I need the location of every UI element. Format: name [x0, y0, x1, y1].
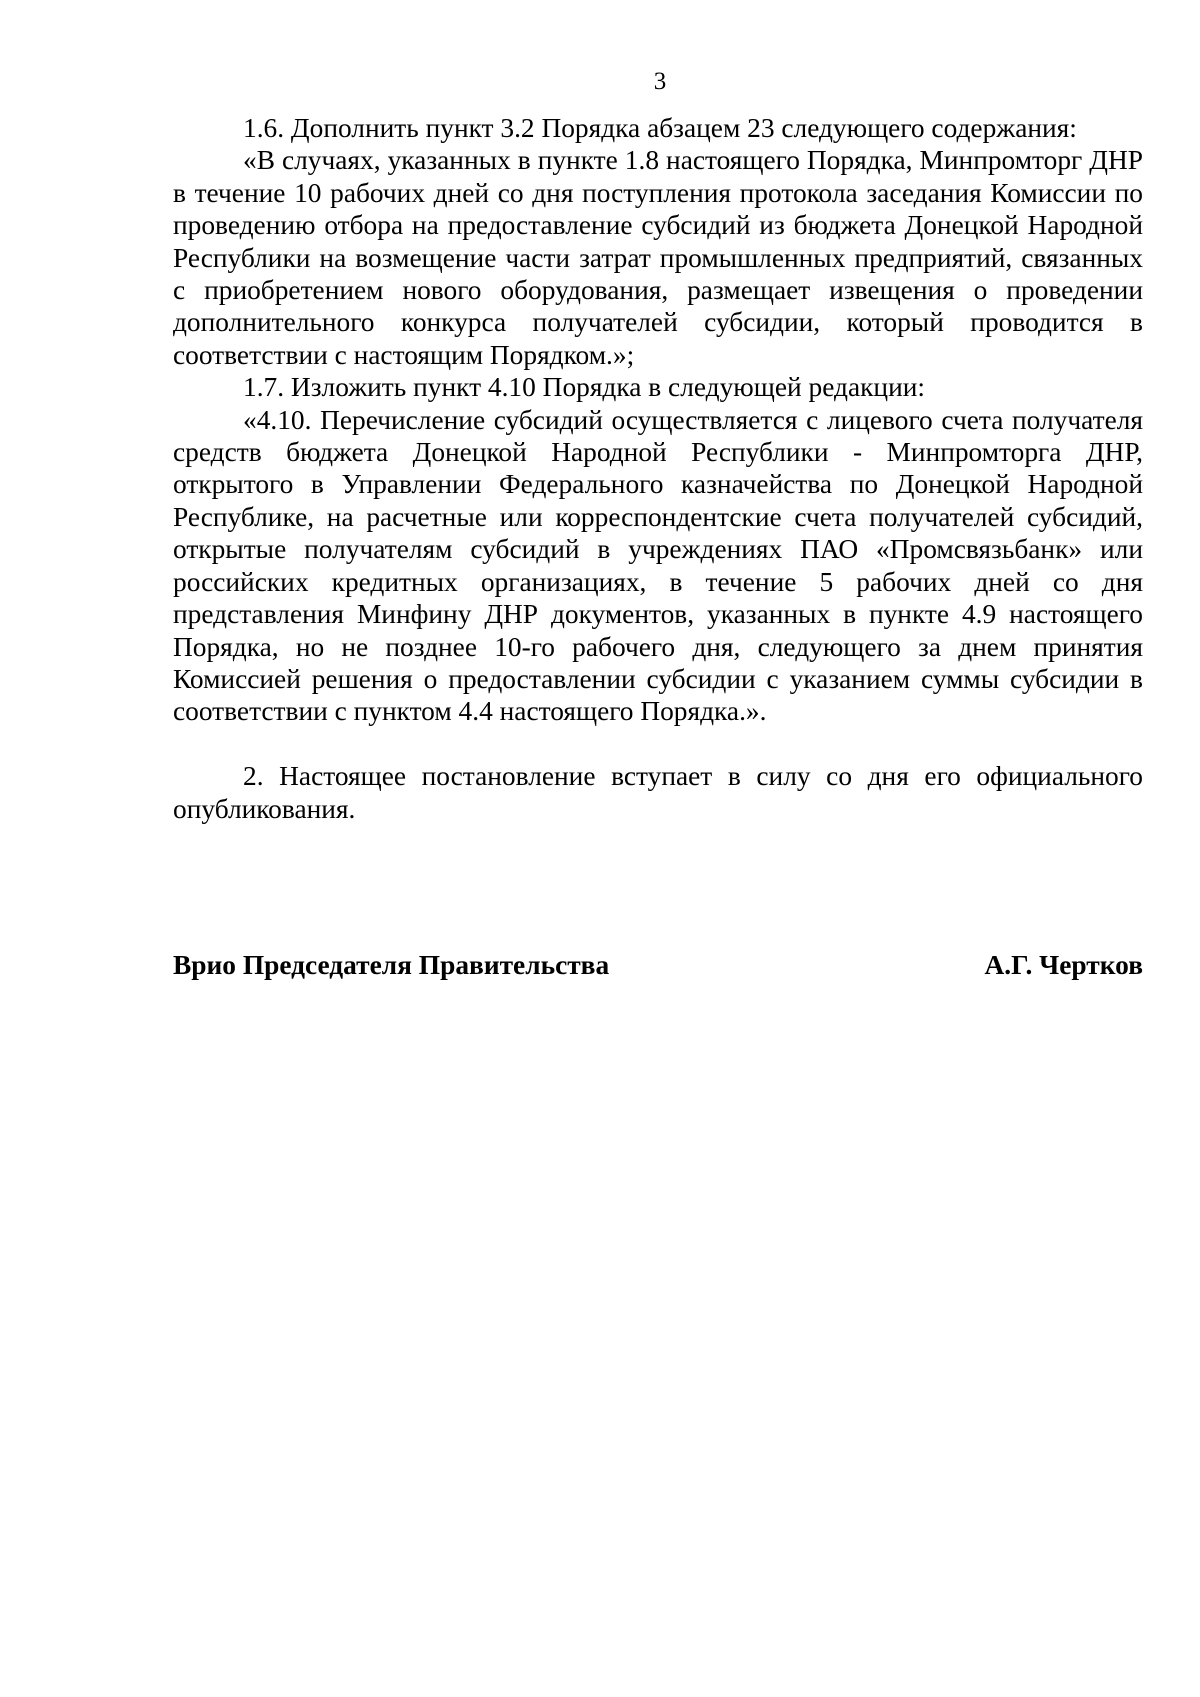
signatory-position: Врио Председателя Правительства — [173, 950, 610, 980]
signature-block — [173, 949, 1143, 981]
signatory-name: А.Г. Чертков — [984, 950, 1143, 980]
paragraph-1-7: 1.7. Изложить пункт 4.10 Порядка в следующей редакции: — [243, 372, 925, 403]
paragraph-1-6: 1.6. Дополнить пункт 3.2 Порядка абзацем 23 следующего содержания: — [243, 113, 1077, 143]
document-body — [173, 112, 1143, 825]
paragraph-2: 2. Настоящее постановление вступает в силу со дня его официального опубликования. — [173, 761, 1143, 824]
paragraph-1-7-quote: «4.10. Перечисление субсидий осуществляется с лицевого счета получателя средств бюджета Донецкой Народной Республики - Минпромторга ДНР, открытого в Управлении Федерального казначейства по Донецкой Народной Республике, на расчетные или корреспондентские счета получателей субсидий, открытые получателям субсидий в учреждениях ПАО «Промсвязьбанк» или российских кредитных организациях, в течение 5 рабочих дней со дня представления Минфину ДНР документов, указанных в пункте 4.9 настоящего Порядка, но не позднее 10-го рабочего дня, следующего за днем принятия Комиссией решения о предоставлении субсидии с указанием суммы субсидии в соответствии с пунктом 4.4 настоящего Порядка.». — [173, 404, 1143, 727]
paragraph-1-6-quote: «В случаях, указанных в пункте 1.8 настоящего Порядка, Минпромторг ДНР в течение 10 рабочих дней со дня поступления протокола заседания Комиссии по проведению отбора на предоставление субсидий из бюджета Донецкой Народной Республики на возмещение части затрат промышленных предприятий, связанных с приобретением нового оборудования, размещает извещения о проведении дополнительного конкурса получателей субсидии, который проводится в соответствии с настоящим Порядком.»; — [173, 145, 1143, 370]
page-number: 3 — [653, 68, 667, 95]
